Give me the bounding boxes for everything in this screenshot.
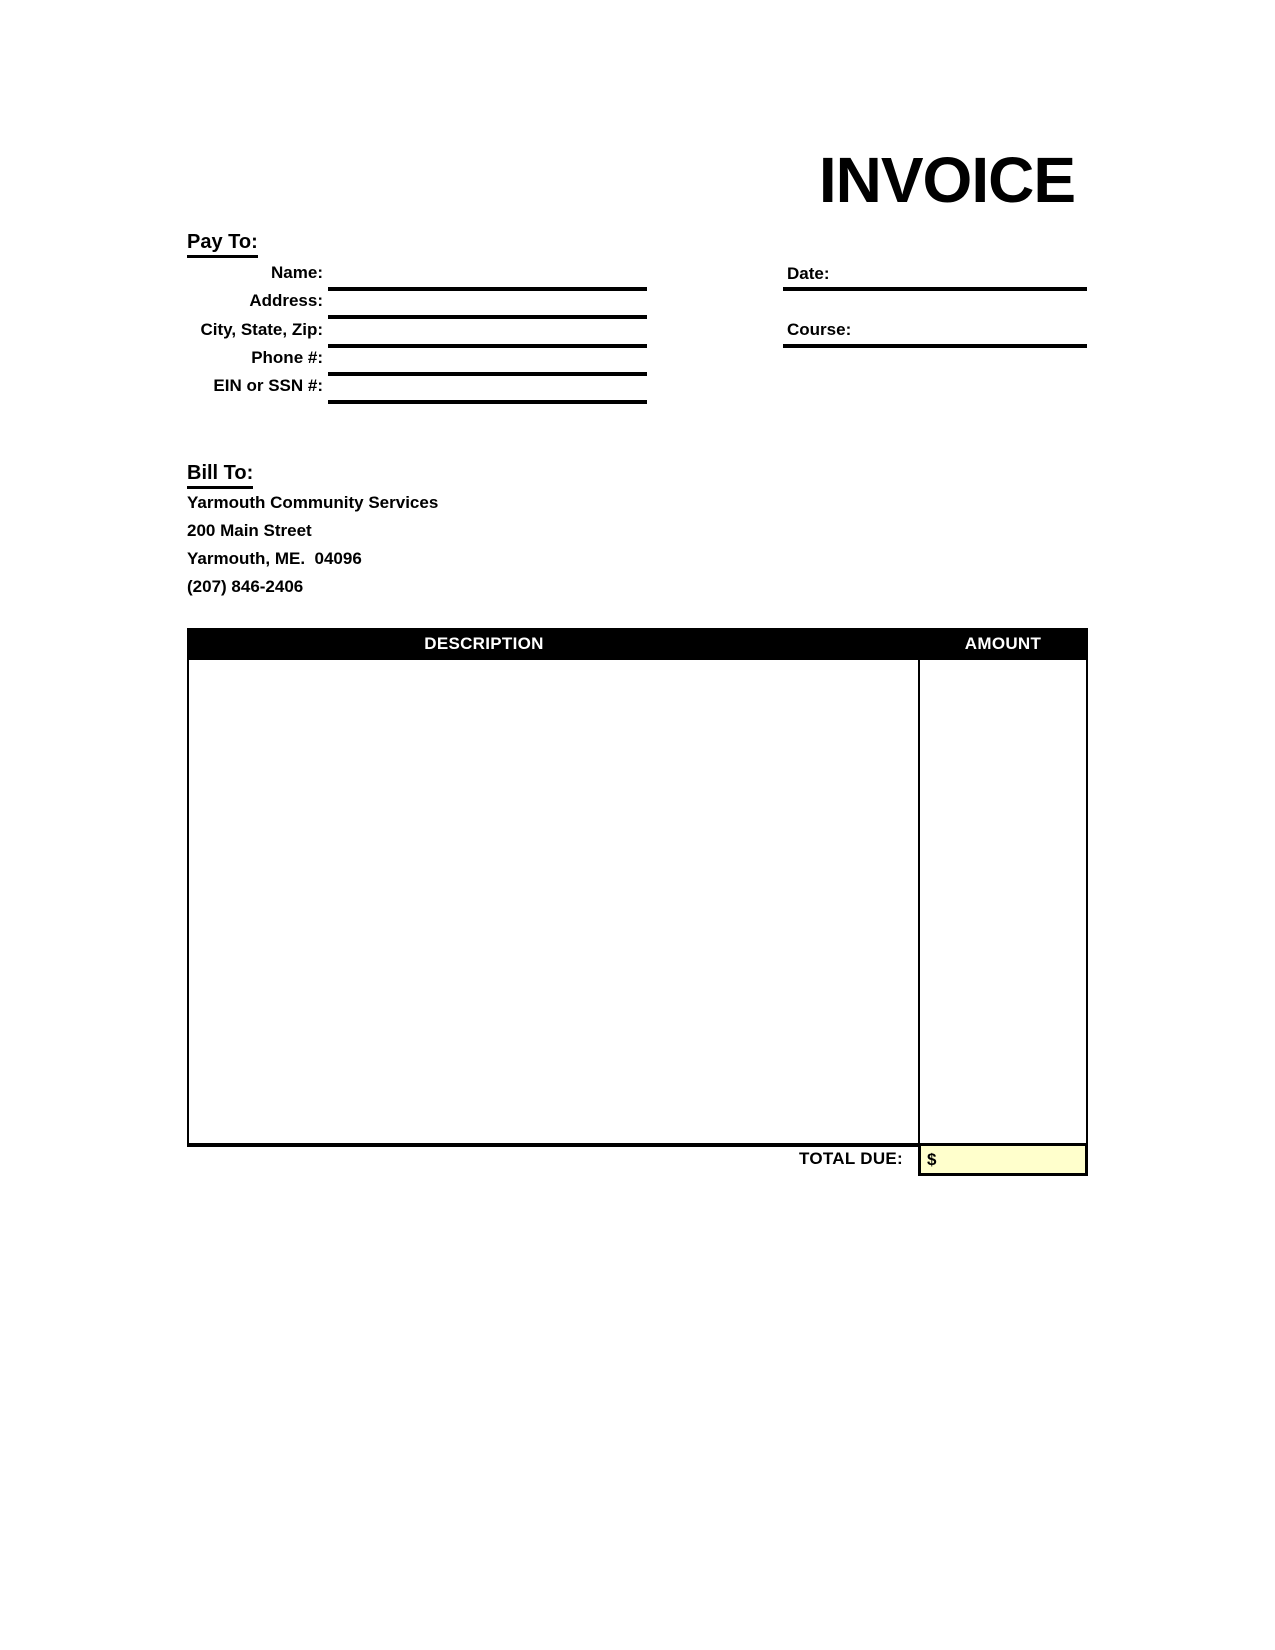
description-cell[interactable] [189, 660, 918, 1143]
pay-to-ein-ssn-label: EIN or SSN #: [213, 376, 323, 395]
pay-to-heading: Pay To: [187, 230, 258, 258]
pay-to-city-state-zip-label: City, State, Zip: [200, 320, 323, 339]
bill-to-city-state-zip: Yarmouth, ME. 04096 [187, 549, 362, 568]
bill-to-heading: Bill To: [187, 461, 253, 489]
total-due-label: TOTAL DUE: [798, 1149, 903, 1168]
bill-to-organization: Yarmouth Community Services [187, 493, 439, 512]
bill-to-phone: (207) 846-2406 [187, 577, 304, 596]
bill-to-street: 200 Main Street [187, 521, 312, 540]
amount-cell[interactable] [920, 660, 1086, 1143]
items-table-body [187, 660, 1088, 1143]
page-title: INVOICE [818, 144, 1075, 216]
dollar-sign: $ [927, 1149, 937, 1169]
total-due-cell[interactable] [918, 1143, 1088, 1176]
pay-to-address-label: Address: [249, 291, 323, 310]
pay-to-city-state-zip-input[interactable] [328, 320, 647, 348]
pay-to-phone-input[interactable] [328, 348, 647, 376]
pay-to-name-label: Name: [271, 263, 323, 282]
pay-to-phone-label: Phone #: [251, 348, 323, 367]
items-table-header [187, 628, 1088, 660]
pay-to-ein-ssn-input[interactable] [328, 376, 647, 404]
date-label: Date: [787, 264, 830, 283]
amount-column-header: AMOUNT [964, 634, 1042, 653]
pay-to-name-input[interactable] [328, 263, 647, 291]
course-label: Course: [787, 320, 852, 339]
pay-to-address-input[interactable] [328, 291, 647, 319]
bill-to-block [187, 489, 438, 601]
description-column-header: DESCRIPTION [424, 634, 544, 653]
